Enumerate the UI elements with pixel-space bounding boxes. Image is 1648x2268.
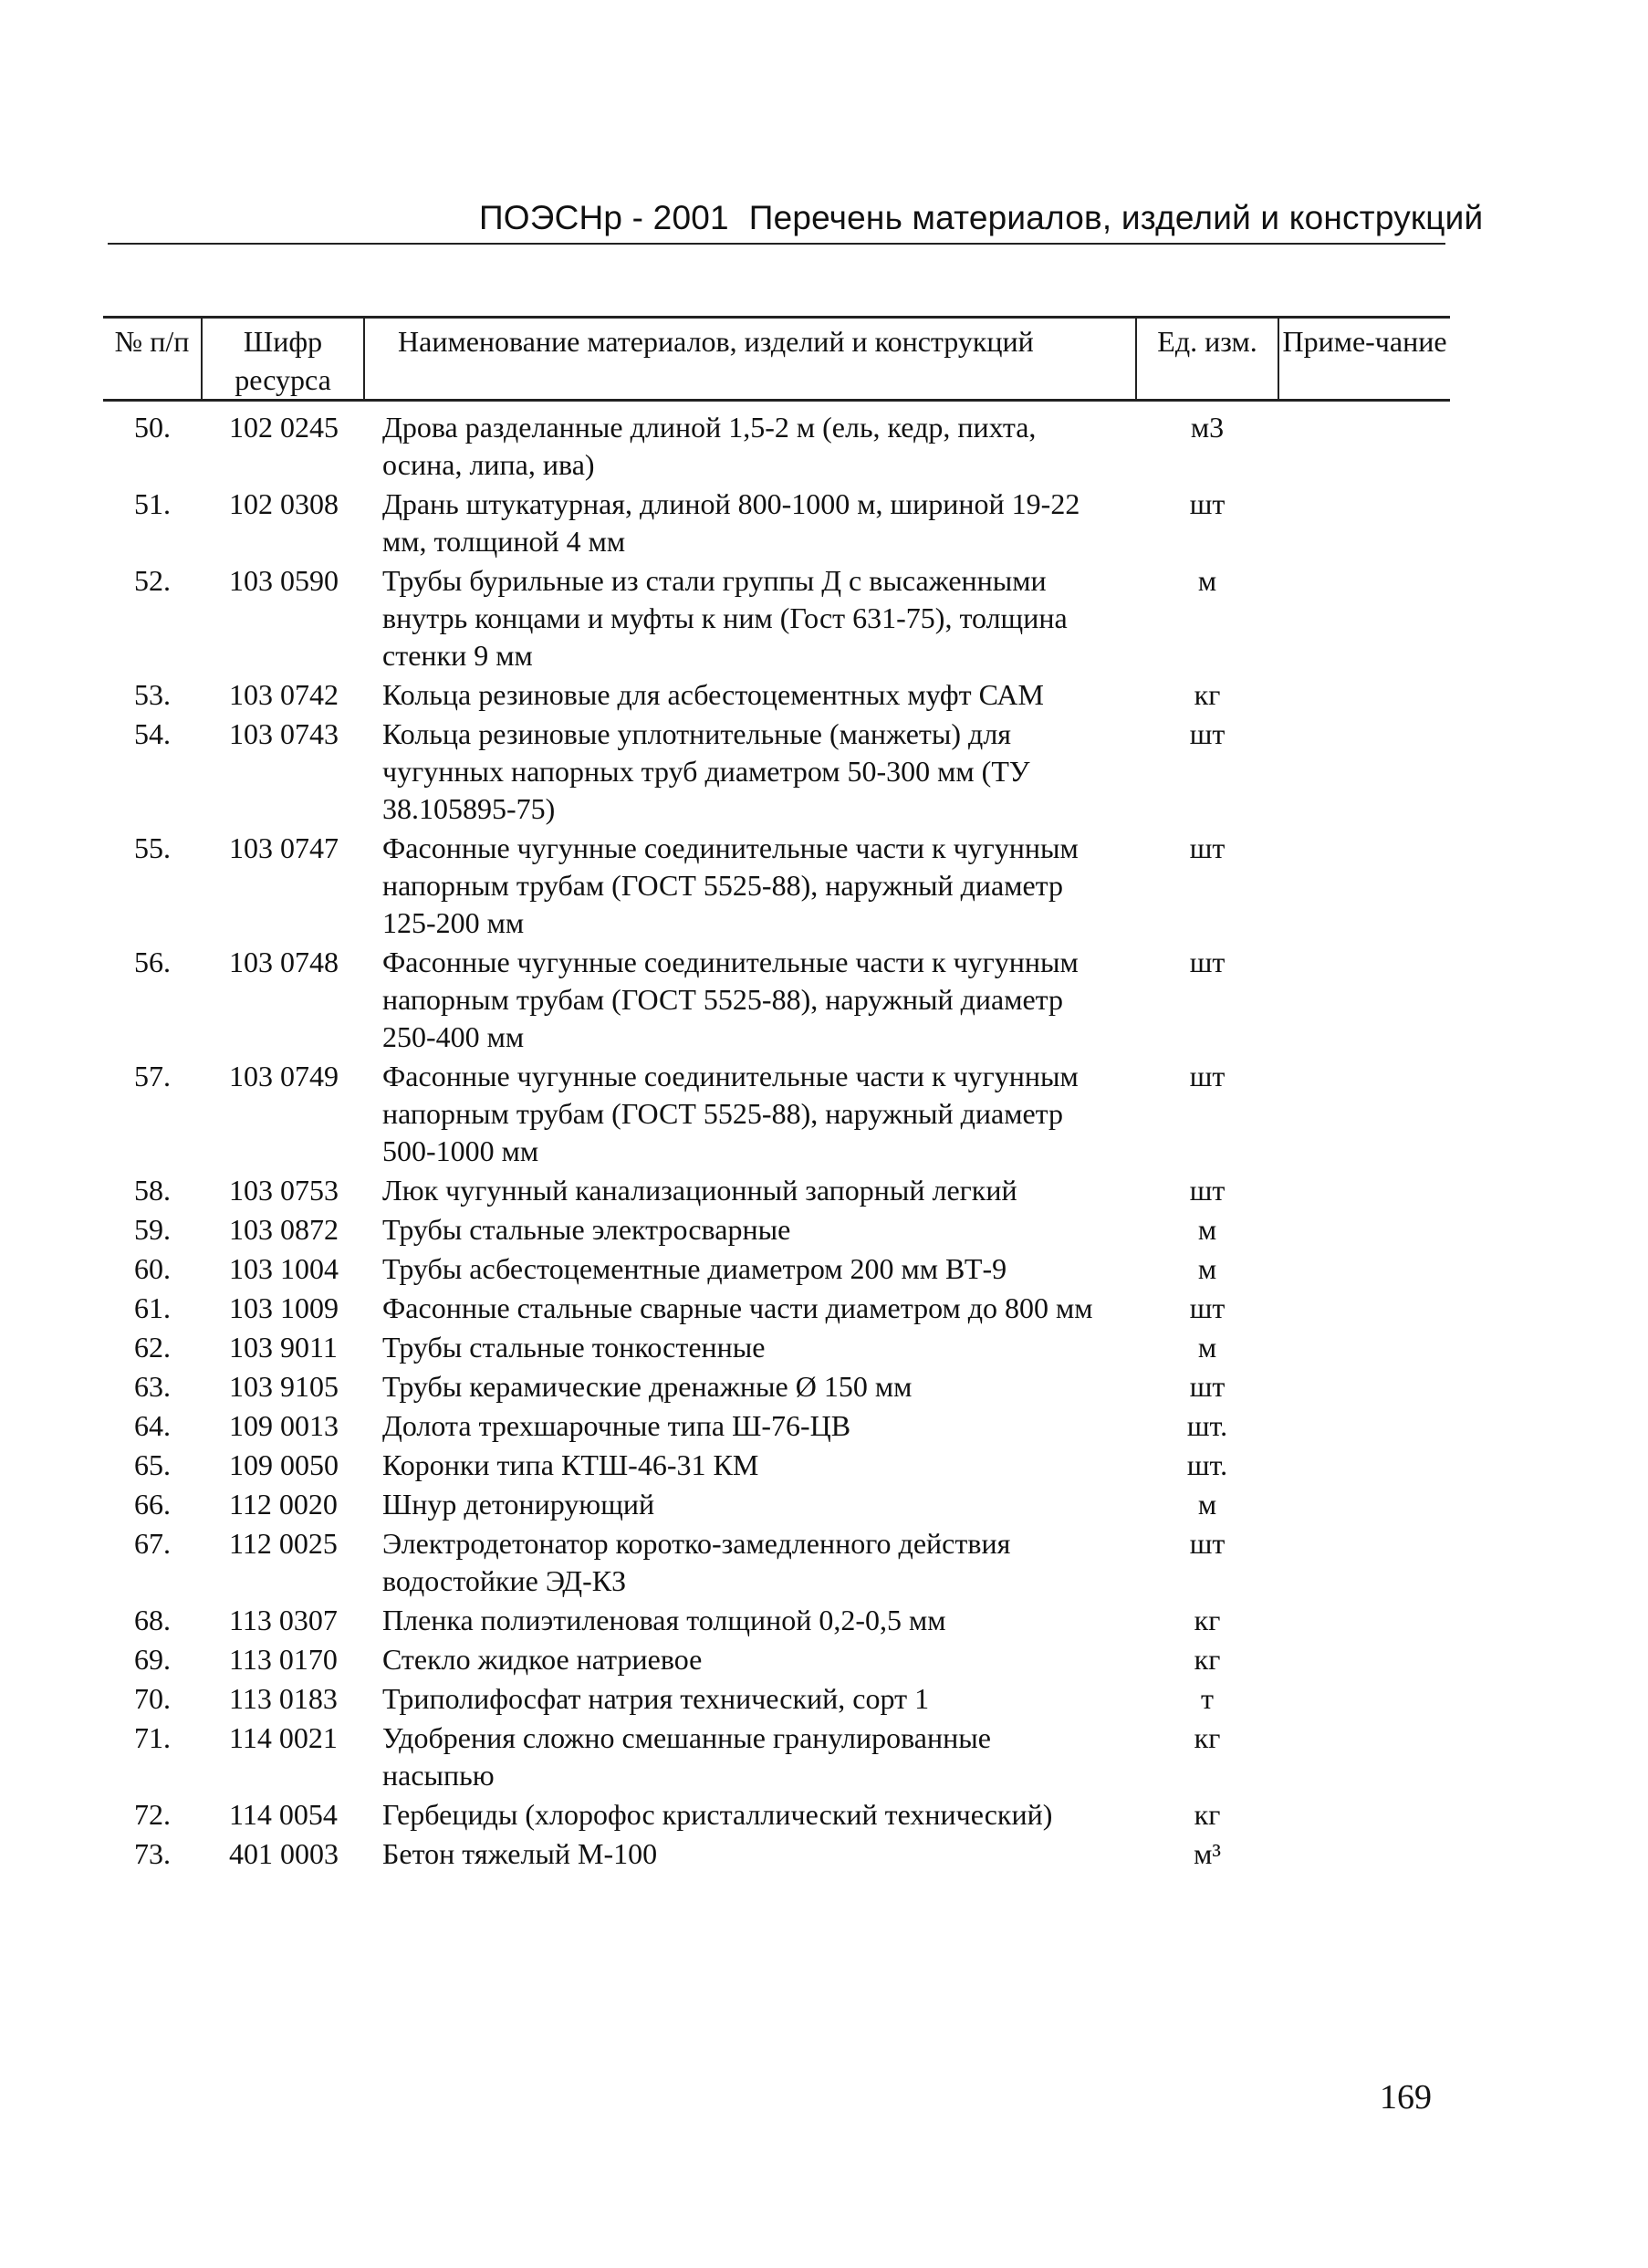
cell-number: 59. <box>134 1213 171 1246</box>
cell-number: 68. <box>134 1604 171 1636</box>
table-row <box>103 1523 1450 1600</box>
cell-unit: кг <box>1194 1721 1221 1754</box>
cell-note <box>1278 1484 1450 1523</box>
cell-name: Кольца резиновые для асбестоцементных муфт САМ <box>382 678 1044 711</box>
table-row <box>103 1484 1450 1523</box>
column-header-unit: Ед. изм. <box>1136 318 1278 401</box>
cell-note <box>1278 1366 1450 1406</box>
cell-resource-code: 103 0748 <box>229 946 339 978</box>
cell-number: 55. <box>134 831 171 864</box>
cell-note <box>1278 1327 1450 1366</box>
cell-name: Фасонные чугунные соединительные части к чугунным напорным трубам (ГОСТ 5525-88), наружный диаметр 125-200 мм <box>382 831 1079 939</box>
table-row <box>103 1288 1450 1327</box>
table-row <box>103 1678 1450 1718</box>
cell-name: Шнур детонирующий <box>382 1488 655 1521</box>
cell-resource-code: 112 0020 <box>229 1488 338 1521</box>
page-number: 169 <box>1380 2078 1432 2116</box>
cell-number: 71. <box>134 1721 171 1754</box>
cell-note <box>1278 1170 1450 1209</box>
cell-number: 73. <box>134 1837 171 1870</box>
cell-name: Трубы стальные тонкостенные <box>382 1331 766 1364</box>
cell-name: Фасонные стальные сварные части диаметром до 800 мм <box>382 1291 1093 1324</box>
cell-name: Удобрения сложно смешанные гранулированные насыпью <box>382 1721 991 1792</box>
cell-number: 57. <box>134 1060 171 1092</box>
cell-unit: шт <box>1189 1291 1226 1324</box>
cell-resource-code: 113 0307 <box>229 1604 338 1636</box>
table-row <box>103 1249 1450 1288</box>
cell-unit: м3 <box>1190 411 1225 444</box>
cell-note <box>1278 828 1450 942</box>
table-row <box>103 1445 1450 1484</box>
cell-note <box>1278 401 1450 485</box>
cell-name: Триполифосфат натрия технический, сорт 1 <box>382 1682 930 1715</box>
cell-resource-code: 103 0590 <box>229 564 339 597</box>
column-header-note: Приме-чание <box>1278 318 1450 401</box>
cell-number: 51. <box>134 487 171 520</box>
cell-name: Трубы керамические дренажные Ø 150 мм <box>382 1370 913 1403</box>
cell-unit: шт. <box>1186 1448 1228 1481</box>
cell-note <box>1278 1600 1450 1639</box>
cell-number: 63. <box>134 1370 171 1403</box>
document-title: Перечень материалов, изделий и конструкций <box>748 199 1484 236</box>
cell-resource-code: 103 0753 <box>229 1174 339 1207</box>
cell-name: Дрова разделанные длиной 1,5-2 м (ель, кедр, пихта, осина, липа, ива) <box>382 411 1037 481</box>
cell-number: 72. <box>134 1798 171 1831</box>
table-body <box>103 401 1450 1874</box>
table-row <box>103 484 1450 560</box>
cell-number: 58. <box>134 1174 171 1207</box>
cell-resource-code: 401 0003 <box>229 1837 339 1870</box>
table-header-row <box>103 318 1450 401</box>
cell-number: 53. <box>134 678 171 711</box>
cell-number: 67. <box>134 1527 171 1560</box>
cell-number: 60. <box>134 1252 171 1285</box>
cell-unit: кг <box>1194 1643 1221 1676</box>
cell-number: 54. <box>134 717 171 750</box>
table-row <box>103 1600 1450 1639</box>
cell-name: Гербециды (хлорофос кристаллический технический) <box>382 1798 1053 1831</box>
cell-name: Долота трехшарочные типа Ш-76-ЦВ <box>382 1409 851 1442</box>
column-header-num: № п/п <box>103 318 202 401</box>
cell-resource-code: 103 0742 <box>229 678 339 711</box>
table-row <box>103 1834 1450 1873</box>
table-row <box>103 1794 1450 1834</box>
cell-resource-code: 113 0170 <box>229 1643 338 1676</box>
cell-number: 66. <box>134 1488 171 1521</box>
table-row <box>103 1327 1450 1366</box>
cell-unit: шт <box>1189 1527 1226 1560</box>
cell-resource-code: 103 0749 <box>229 1060 339 1092</box>
cell-unit: м <box>1197 1331 1217 1364</box>
cell-name: Стекло жидкое натриевое <box>382 1643 703 1676</box>
cell-unit: м <box>1197 1252 1217 1285</box>
cell-name: Трубы бурильные из стали группы Д с высаженными внутрь концами и муфты к ним (Гост 631-75), толщина стенки 9 мм <box>382 564 1068 672</box>
cell-resource-code: 102 0245 <box>229 411 339 444</box>
page-header <box>479 199 1483 237</box>
cell-number: 56. <box>134 946 171 978</box>
header-divider <box>108 243 1445 245</box>
cell-unit: кг <box>1194 1604 1221 1636</box>
cell-number: 69. <box>134 1643 171 1676</box>
cell-note <box>1278 714 1450 828</box>
cell-unit: шт <box>1189 1060 1226 1092</box>
cell-number: 70. <box>134 1682 171 1715</box>
cell-resource-code: 114 0021 <box>229 1721 338 1754</box>
cell-resource-code: 103 1004 <box>229 1252 339 1285</box>
cell-unit: шт <box>1189 946 1226 978</box>
cell-note <box>1278 1678 1450 1718</box>
cell-resource-code: 103 9105 <box>229 1370 339 1403</box>
table-row <box>103 674 1450 714</box>
cell-resource-code: 102 0308 <box>229 487 339 520</box>
cell-number: 65. <box>134 1448 171 1481</box>
cell-name: Трубы асбестоцементные диаметром 200 мм ВТ-9 <box>382 1252 1007 1285</box>
column-header-code: Шифр ресурса <box>202 318 364 401</box>
cell-unit: м <box>1197 564 1217 597</box>
cell-note <box>1278 1249 1450 1288</box>
cell-name: Фасонные чугунные соединительные части к чугунным напорным трубам (ГОСТ 5525-88), наружный диаметр 250-400 мм <box>382 946 1079 1053</box>
cell-number: 52. <box>134 564 171 597</box>
cell-unit: м <box>1197 1213 1217 1246</box>
document-code: ПОЭСНр - 2001 <box>479 199 729 236</box>
cell-note <box>1278 1445 1450 1484</box>
table-row <box>103 1718 1450 1794</box>
cell-unit: шт <box>1189 487 1226 520</box>
cell-resource-code: 109 0013 <box>229 1409 339 1442</box>
cell-name: Пленка полиэтиленовая толщиной 0,2-0,5 мм <box>382 1604 946 1636</box>
cell-unit: шт <box>1189 717 1226 750</box>
table-row <box>103 1056 1450 1170</box>
cell-note <box>1278 1834 1450 1873</box>
cell-note <box>1278 1056 1450 1170</box>
cell-resource-code: 112 0025 <box>229 1527 338 1560</box>
cell-name: Кольца резиновые уплотнительные (манжеты) для чугунных напорных труб диаметром 50-300 мм (ТУ 38.105895-75) <box>382 717 1030 825</box>
cell-note <box>1278 1639 1450 1678</box>
cell-name: Бетон тяжелый М-100 <box>382 1837 658 1870</box>
table-row <box>103 401 1450 485</box>
table-row <box>103 1406 1450 1445</box>
cell-unit: кг <box>1194 1798 1221 1831</box>
table-row <box>103 1366 1450 1406</box>
table-row <box>103 942 1450 1056</box>
cell-name: Люк чугунный канализационный запорный легкий <box>382 1174 1017 1207</box>
cell-note <box>1278 1406 1450 1445</box>
cell-resource-code: 109 0050 <box>229 1448 339 1481</box>
cell-unit: т <box>1201 1682 1214 1715</box>
cell-resource-code: 103 9011 <box>229 1331 338 1364</box>
cell-number: 50. <box>134 411 171 444</box>
cell-unit: м <box>1197 1488 1217 1521</box>
cell-resource-code: 113 0183 <box>229 1682 338 1715</box>
cell-note <box>1278 1523 1450 1600</box>
cell-note <box>1278 1718 1450 1794</box>
materials-table <box>103 316 1450 1873</box>
cell-number: 62. <box>134 1331 171 1364</box>
cell-note <box>1278 1288 1450 1327</box>
cell-number: 64. <box>134 1409 171 1442</box>
table-row <box>103 560 1450 674</box>
cell-note <box>1278 942 1450 1056</box>
cell-unit: кг <box>1194 678 1221 711</box>
cell-note <box>1278 560 1450 674</box>
cell-unit: м³ <box>1194 1837 1221 1870</box>
table-row <box>103 1209 1450 1249</box>
cell-unit: шт. <box>1186 1409 1228 1442</box>
cell-note <box>1278 674 1450 714</box>
table-row <box>103 1639 1450 1678</box>
table-row <box>103 1170 1450 1209</box>
cell-name: Коронки типа КТШ-46-31 КМ <box>382 1448 759 1481</box>
column-header-name: Наименование материалов, изделий и конструкций <box>364 318 1136 401</box>
cell-name: Трубы стальные электросварные <box>382 1213 791 1246</box>
cell-resource-code: 103 1009 <box>229 1291 339 1324</box>
cell-name: Дрань штукатурная, длиной 800-1000 м, шириной 19-22 мм, толщиной 4 мм <box>382 487 1080 558</box>
cell-resource-code: 114 0054 <box>229 1798 338 1831</box>
cell-number: 61. <box>134 1291 171 1324</box>
cell-note <box>1278 1209 1450 1249</box>
cell-name: Фасонные чугунные соединительные части к чугунным напорным трубам (ГОСТ 5525-88), наружный диаметр 500-1000 мм <box>382 1060 1079 1167</box>
cell-note <box>1278 1794 1450 1834</box>
cell-name: Электродетонатор коротко-замедленного действия водостойкие ЭД-КЗ <box>382 1527 1011 1597</box>
table-row <box>103 828 1450 942</box>
cell-resource-code: 103 0747 <box>229 831 339 864</box>
cell-note <box>1278 484 1450 560</box>
cell-resource-code: 103 0743 <box>229 717 339 750</box>
table-row <box>103 714 1450 828</box>
cell-resource-code: 103 0872 <box>229 1213 339 1246</box>
cell-unit: шт <box>1189 1174 1226 1207</box>
cell-unit: шт <box>1189 1370 1226 1403</box>
cell-unit: шт <box>1189 831 1226 864</box>
